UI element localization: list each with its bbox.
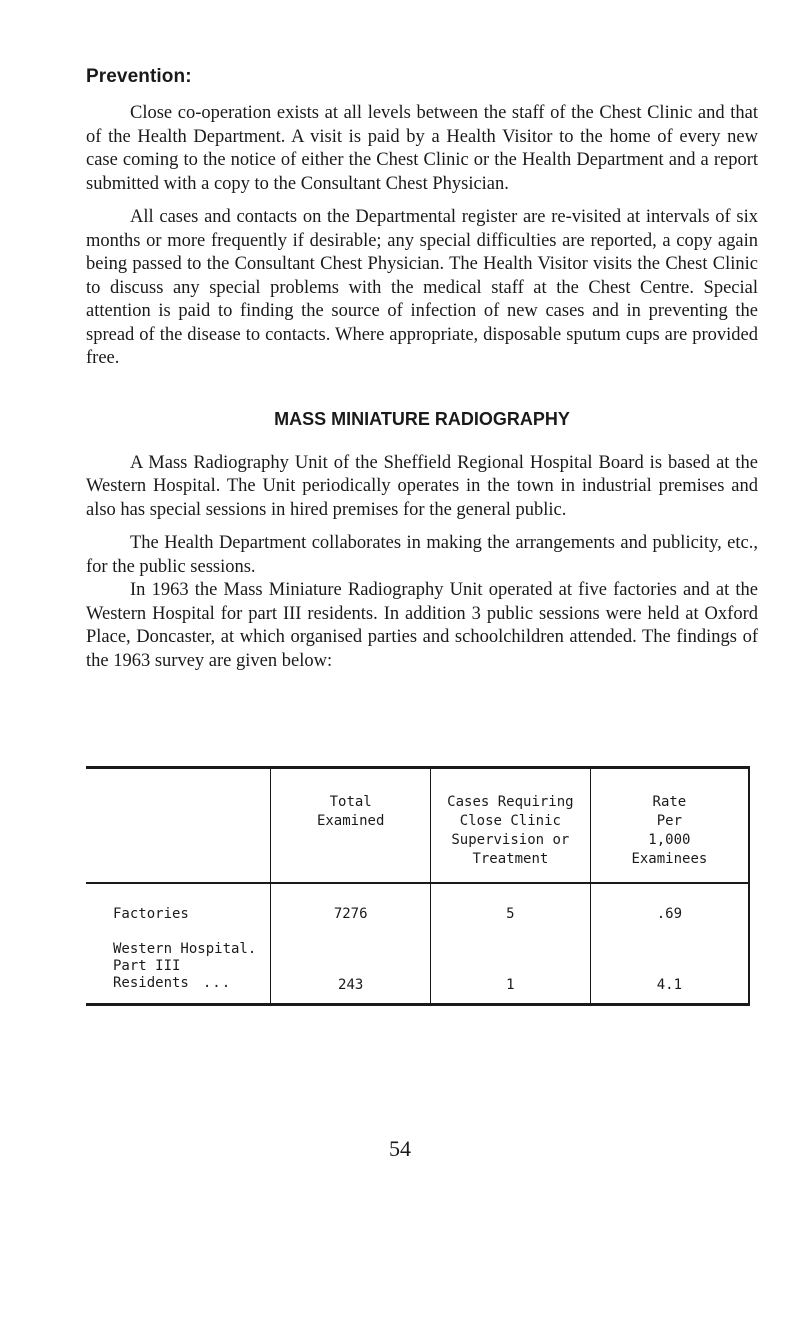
prevention-paragraph-1: Close co-operation exists at all levels between the staff of the Chest Clinic and that of the Health Department. A visit is paid by a Health Visitor to the home of every new case coming to the notice of either the Chest Clinic or the Health Department and a report submitted with a copy to the Consultant Chest Physician. bbox=[86, 103, 758, 194]
cell-rate: 4.1 bbox=[590, 941, 749, 1005]
row-label bbox=[86, 941, 271, 1005]
row-label-line-with-leader bbox=[113, 975, 270, 992]
header-line: Treatment bbox=[472, 851, 549, 867]
row-label-line: Western Hospital. bbox=[113, 940, 257, 957]
cell-rate: .69 bbox=[590, 883, 749, 941]
header-line: Per bbox=[656, 813, 683, 829]
header-rate-per-1000 bbox=[590, 768, 749, 883]
mmr-heading: MASS MINIATURE RADIOGRAPHY bbox=[274, 408, 570, 429]
header-blank bbox=[86, 768, 271, 883]
cell-cases-requiring: 5 bbox=[431, 883, 591, 941]
header-line: Close Clinic bbox=[459, 813, 561, 829]
table-row bbox=[86, 941, 749, 1005]
header-line: Examined bbox=[316, 813, 385, 829]
header-line: Examinees bbox=[631, 851, 708, 867]
page-number: 54 bbox=[389, 1136, 411, 1161]
header-line: Supervision or bbox=[451, 832, 570, 848]
mmr-paragraph-1: A Mass Radiography Unit of the Sheffield Regional Hospital Board is based at the Western Hospital. The Unit periodically operates in the town in industrial premises and also has special sessions in hired premises for the general public. bbox=[86, 452, 758, 520]
table-row bbox=[86, 883, 749, 941]
table-header-row bbox=[86, 768, 749, 883]
mmr-paragraph-3: In 1963 the Mass Miniature Radiography Unit operated at five factories and at the Western Hospital for part III residents. In addition 3 public sessions were held at Oxford Place, Doncaster, at which organised parties and schoolchildren attended. The findings of the 1963 survey are given below: bbox=[86, 580, 758, 671]
prevention-heading: Prevention: bbox=[86, 66, 192, 87]
row-label bbox=[86, 883, 271, 941]
row-label-text: Residents bbox=[113, 974, 189, 991]
findings-table bbox=[86, 766, 750, 1006]
header-line: Cases Requiring bbox=[447, 794, 574, 810]
row-label-line: Part III bbox=[113, 957, 181, 974]
mmr-paragraph-2: The Health Department collaborates in making the arrangements and publicity, etc., for the public sessions. bbox=[86, 533, 758, 577]
findings-table-wrapper bbox=[86, 766, 750, 1006]
cell-total-examined: 243 bbox=[271, 941, 431, 1005]
header-line: Total bbox=[329, 794, 372, 810]
row-label-line: Factories bbox=[113, 905, 189, 922]
header-cases-requiring bbox=[431, 768, 591, 883]
page-content bbox=[86, 66, 758, 683]
header-total-examined bbox=[271, 768, 431, 883]
cell-total-examined: 7276 bbox=[271, 883, 431, 941]
header-line: 1,000 bbox=[648, 832, 691, 848]
cell-cases-requiring: 1 bbox=[431, 941, 591, 1005]
header-line: Rate bbox=[652, 794, 687, 810]
prevention-paragraph-2: All cases and contacts on the Departmental register are re-visited at intervals of six months or more frequently if desirable; any special difficulties are reported, a copy again being passed to the Consultant Chest Physician. The Health Visitor visits the Chest Clinic to discuss any special problems with the medical staff at the Chest Centre. Special attention is paid to finding the source of infection of new cases and in preventing the spread of the disease to contacts. Where appropriate, disposable sputum cups are provided free. bbox=[86, 207, 758, 368]
leader-dots: ... bbox=[202, 974, 232, 991]
